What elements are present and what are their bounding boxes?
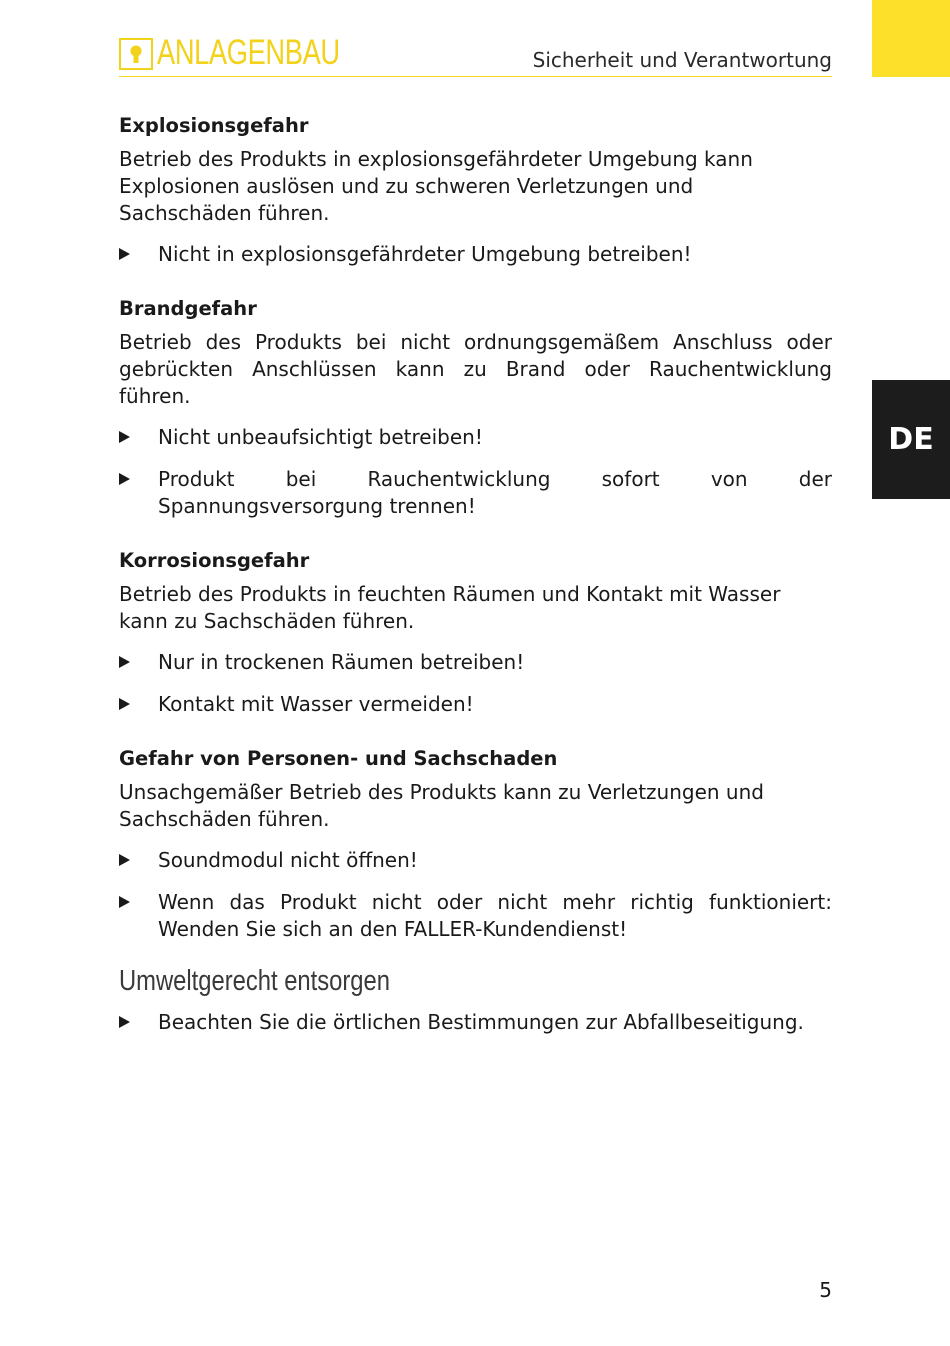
bullet-item [119,1009,832,1036]
section-body: Unsachgemäßer Betrieb des Produkts kann zu Verletzungen und Sachschäden führen. [119,780,764,831]
section-title: Gefahr von Personen- und Sachschaden [119,747,558,770]
bullet-text: Produkt bei Rauchentwicklung sofort von der Spannungsversorgung trennen! [158,467,832,518]
section-damage [119,746,832,943]
header-divider [119,76,832,77]
section-corrosion [119,548,832,718]
page-header [119,33,832,77]
bullet-item [119,649,832,676]
bullet-text: Beachten Sie die örtlichen Bestimmungen zur Abfallbeseitigung. [158,1010,804,1034]
arrow-right-icon [119,473,130,485]
yellow-corner-tab [872,0,950,77]
logo-text: ANLAGENBAU [157,33,340,72]
bullet-item [119,241,832,268]
logo [119,33,391,72]
arrow-right-icon [119,656,130,668]
bullet-text: Soundmodul nicht öffnen! [158,848,418,872]
bullet-text: Wenn das Produkt nicht oder nicht mehr richtig funktioniert: Wenden Sie sich an den FALLER-Kundendienst! [158,890,832,941]
page-number: 5 [819,1278,832,1302]
bullet-text: Nicht in explosionsgefährdeter Umgebung betreiben! [158,242,692,266]
arrow-right-icon [119,248,130,260]
section-title: Korrosionsgefahr [119,549,310,572]
section-body: Betrieb des Produkts bei nicht ordnungsgemäßem Anschluss oder gebrückten Anschlüssen kann zu Brand oder Rauchentwicklung führen. [119,330,832,408]
section-body: Betrieb des Produkts in explosionsgefährdeter Umgebung kann Explosionen auslösen und zu schweren Verletzungen und Sachschäden führen. [119,147,753,225]
bullet-item [119,889,832,943]
bullet-text: Nicht unbeaufsichtigt betreiben! [158,425,483,449]
bullet-text: Kontakt mit Wasser vermeiden! [158,692,474,716]
main-content [119,113,832,1051]
arrow-right-icon [119,896,130,908]
section-title: Explosionsgefahr [119,114,309,137]
bullet-text: Nur in trockenen Räumen betreiben! [158,650,525,674]
lightbulb-icon [119,38,153,70]
language-label: DE [888,422,934,457]
arrow-right-icon [119,431,130,443]
environment-title: Umweltgerecht entsorgen [119,965,390,997]
section-environment [119,963,832,1036]
bullet-item [119,847,832,874]
bullet-item [119,691,832,718]
language-tab [872,380,950,499]
header-section-title: Sicherheit und Verantwortung [532,48,832,72]
bullet-item [119,466,832,520]
arrow-right-icon [119,1016,130,1028]
arrow-right-icon [119,854,130,866]
section-explosion [119,113,832,268]
arrow-right-icon [119,698,130,710]
bullet-item [119,424,832,451]
section-title: Brandgefahr [119,297,257,320]
section-body: Betrieb des Produkts in feuchten Räumen und Kontakt mit Wasser kann zu Sachschäden führen. [119,582,781,633]
section-fire [119,296,832,520]
